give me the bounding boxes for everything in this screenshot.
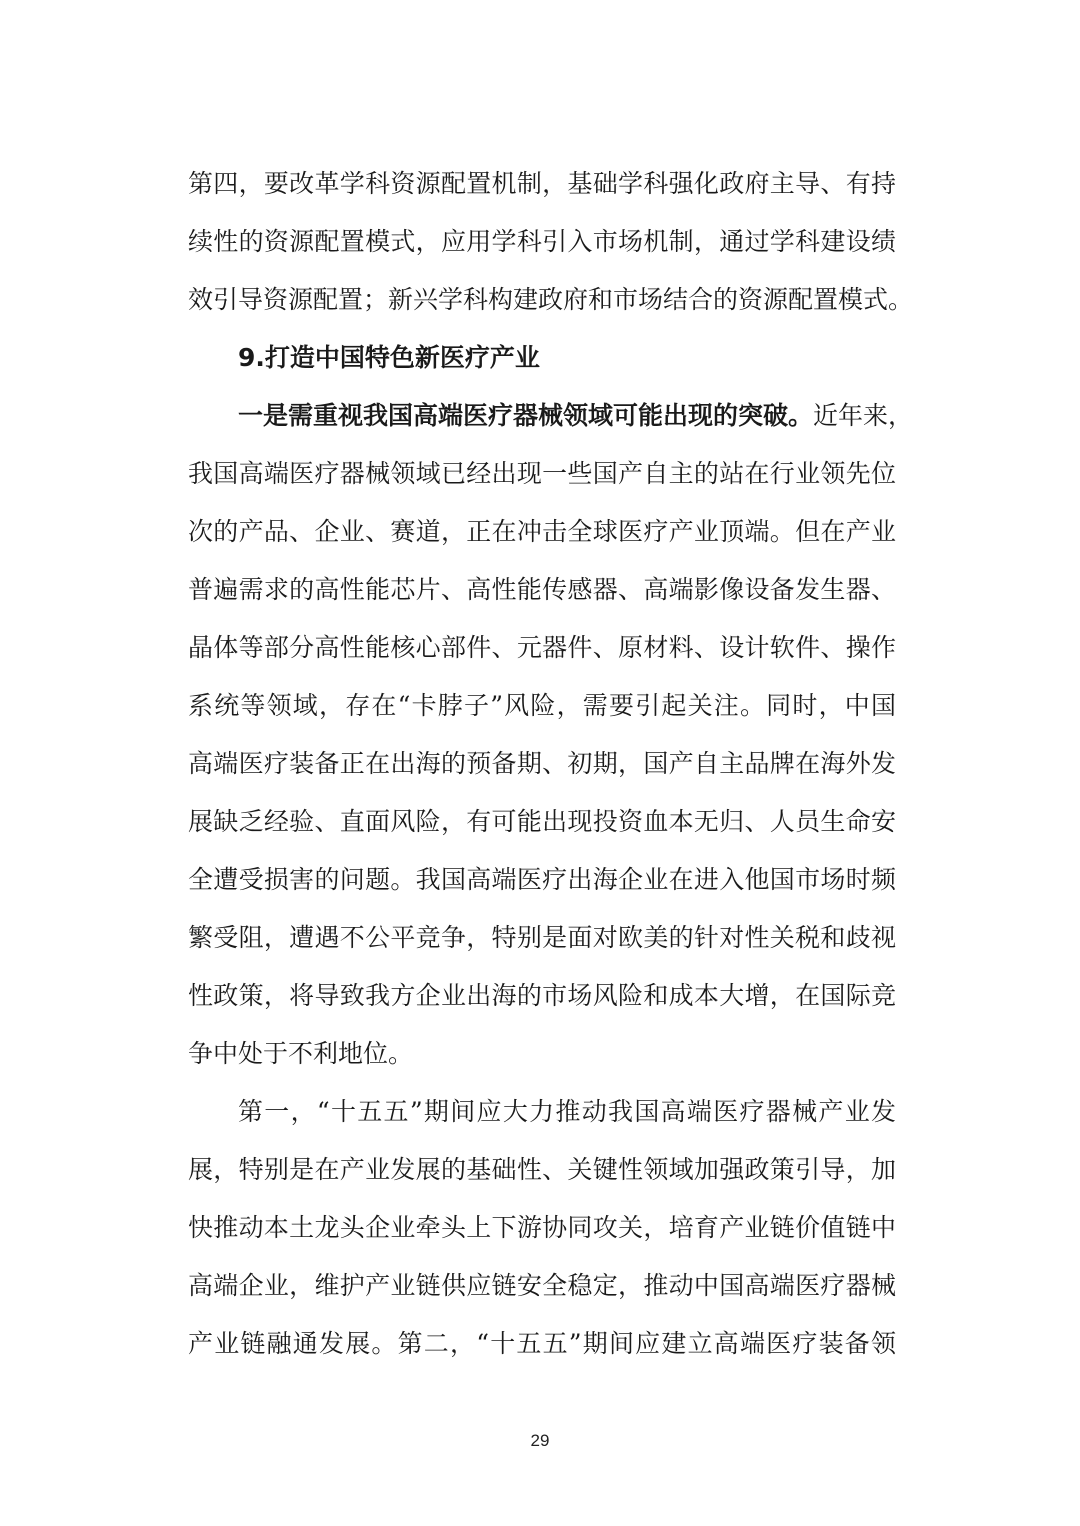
text-line: 争中处于不利地位。: [188, 1039, 414, 1068]
text-line-continuation: 近年来，: [813, 401, 914, 430]
document-body: [188, 155, 914, 1373]
text-line: 系统等领域，存在“卡脖子”风险，需要引起关注。同时，中国: [188, 691, 896, 720]
text-line: 第一，“十五五”期间应大力推动我国高端医疗器械产业发: [238, 1097, 896, 1126]
bold-lead-sentence: 一是需重视我国高端医疗器械领域可能出现的突破。: [238, 401, 814, 430]
text-line: 普遍需求的高性能芯片、高性能传感器、高端影像设备发生器、: [188, 575, 896, 604]
text-line: 繁受阻，遭遇不公平竞争，特别是面对欧美的针对性关税和歧视: [188, 923, 896, 952]
text-line: 次的产品、企业、赛道，正在冲击全球医疗产业顶端。但在产业: [188, 517, 896, 546]
text-line: 我国高端医疗器械领域已经出现一些国产自主的站在行业领先位: [188, 459, 896, 488]
text-line: [188, 387, 914, 445]
section-heading: 9.打造中国特色新医疗产业: [238, 343, 540, 372]
text-line: 展，特别是在产业发展的基础性、关键性领域加强政策引导，加: [188, 1155, 896, 1184]
text-line: 第四，要改革学科资源配置机制，基础学科强化政府主导、有持: [188, 169, 896, 198]
text-line: 性政策，将导致我方企业出海的市场风险和成本大增，在国际竞: [188, 981, 896, 1010]
text-line: 展缺乏经验、直面风险，有可能出现投资血本无归、人员生命安: [188, 807, 896, 836]
text-line: 续性的资源配置模式，应用学科引入市场机制，通过学科建设绩: [188, 227, 896, 256]
page-number: 29: [530, 1431, 550, 1450]
text-line: 快推动本土龙头企业牵头上下游协同攻关，培育产业链价值链中: [188, 1213, 896, 1242]
text-line: 晶体等部分高性能核心部件、元器件、原材料、设计软件、操作: [188, 633, 896, 662]
text-line: 效引导资源配置；新兴学科构建政府和市场结合的资源配置模式。: [188, 285, 914, 314]
text-line: 高端医疗装备正在出海的预备期、初期，国产自主品牌在海外发: [188, 749, 896, 778]
text-line: 产业链融通发展。第二，“十五五”期间应建立高端医疗装备领: [188, 1329, 896, 1358]
text-line: 高端企业，维护产业链供应链安全稳定，推动中国高端医疗器械: [188, 1271, 896, 1300]
text-line: 全遭受损害的问题。我国高端医疗出海企业在进入他国市场时频: [188, 865, 896, 894]
